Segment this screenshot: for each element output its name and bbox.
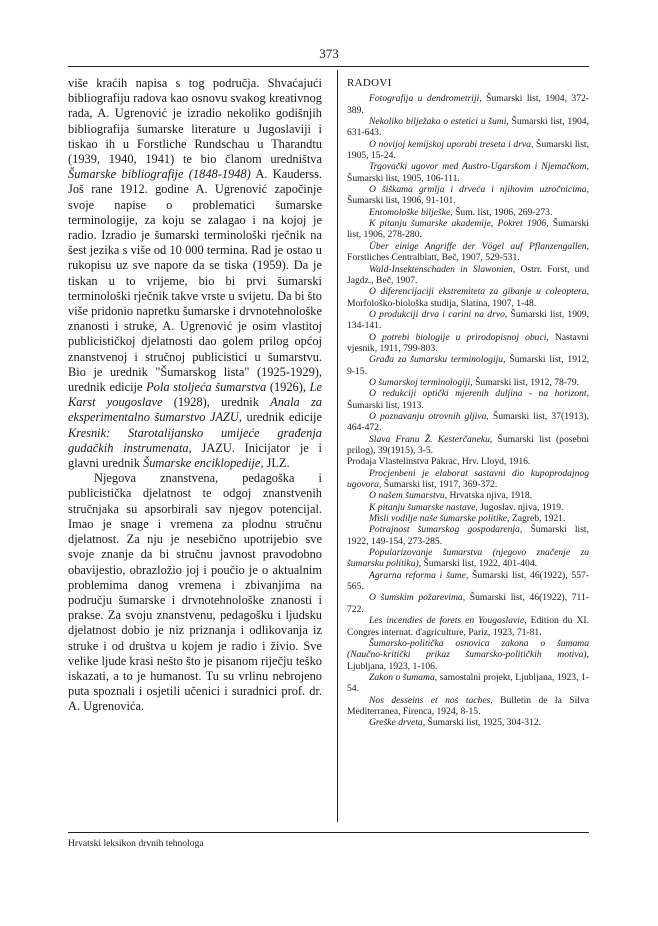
reference-entry <box>347 638 589 672</box>
reference-details: , Šumarski list, 1905, 15-24. <box>347 138 589 162</box>
reference-entry <box>347 695 589 718</box>
reference-title: O šumskim požarevima <box>369 592 463 604</box>
reference-details: , Zagreb, 1921. <box>507 513 566 525</box>
reference-details: , Šumarski list, 1906, 278-280. <box>347 218 589 241</box>
reference-details: , Morfološko-biološka studija, Slatina, 1907, 1-48. <box>347 286 589 309</box>
reference-title: O poznavanju otrovnih gljiva <box>369 410 487 422</box>
italic-title: Šumarske bibliografije (1848-1948) <box>68 167 251 182</box>
body-paragraph <box>68 471 322 714</box>
reference-details: Prodaja Vlastelinstva Pakrac, Hrv. Lloyd, 1916. <box>347 456 531 468</box>
reference-title: Agrarna reforma i šume <box>369 569 466 581</box>
reference-title: O šumarskoj terminologiji <box>369 376 471 388</box>
reference-details: , Bulletin de la Silva Mediterranea, Firenca, 1924, 8-15. <box>347 694 589 717</box>
reference-entry <box>347 218 589 241</box>
reference-details: , Šumarski list, 1922, 149-154, 273-285. <box>347 524 589 547</box>
reference-details: , Forstliches Centralblatt, Beč, 1907, 529-531. <box>347 240 589 264</box>
reference-title: O potrebi biologije u prirodopisnoj obuci <box>369 331 547 343</box>
reference-entry <box>347 524 589 547</box>
reference-details: , Ostrr. Forst, und Jagdz., Beč, 1907. <box>347 263 589 286</box>
reference-entry <box>347 717 589 728</box>
reference-title: Šumarsko-politička osnovica zakona o šumama (Naučno-kritički prikaz šumarsko-političkih motiva) <box>347 637 589 661</box>
reference-entry <box>347 116 589 139</box>
reference-title: Fotografija u dendrometriji <box>369 93 480 105</box>
references-list <box>347 93 589 728</box>
page-footer: Hrvatski leksikon drvnih tehnologa <box>68 838 204 849</box>
reference-title: Greške drveta <box>369 717 423 729</box>
reference-details: , Šumarski list, 1904, 631-643. <box>347 116 589 139</box>
reference-entry <box>347 388 589 411</box>
reference-entry <box>347 502 589 513</box>
reference-details: , Šum. list, 1906, 269-273. <box>450 206 553 218</box>
reference-title: Über einige Angriffe der Vögel auf Pflanzengallen <box>369 240 587 252</box>
text-run: JAZU. Inicijator je i glavni urednik <box>68 440 323 471</box>
reference-details: , Šumarski list, 1905, 106-111. <box>347 161 589 184</box>
main-text-column <box>68 76 322 715</box>
reference-details: , Šumarski list, 37(1913), 464-472. <box>347 410 589 434</box>
text-run: Njegova znanstvena, pedagoška i publicistička djelatnost te odgoj znanstvenih stručnjaka su apsorbirali sav njegov potencijal. Imao je snage i vremena za plodnu stručnu djelatnost. Za nju je nesebično upotrijebio sve svoje znanje da bi stručnu javnost pravodobno obavijestio, obrazložio joj i poučio je o aktualnim problemima danog vremena i zbivanjima na području šumarske i drvnotehnološke znanosti i prakse. Za svoju znanstvenu, pedagošku i ljudsku djelatnost dobio je niz priznanja i odlikovanja iz struke i od društva u kojem je radio i živio. Sve velike ljude krasi nešto što je pisanom riječju teško iskazati, a to je humanost. Tu su vrlinu nebrojeno puta spoznali i osjetili učenici i suradnici prof. dr. A. Ugrenovića. <box>68 471 322 714</box>
reference-title: Nekoliko bilježaka o estetici u šumi <box>369 116 507 128</box>
reference-entry <box>347 207 589 218</box>
reference-entry <box>347 592 589 615</box>
reference-details: , Šumarski list (posebni prilog), 39(1915), 3-5. <box>347 433 589 456</box>
reference-details: , Šumarski list, 1912, 9-15. <box>347 354 589 377</box>
reference-entry <box>347 354 589 377</box>
reference-entry <box>347 672 589 695</box>
reference-title: Nos desseins et nos taches <box>369 694 491 706</box>
reference-title: Misli vodilje naše šumarske politike <box>369 513 508 525</box>
reference-entry <box>347 286 589 309</box>
reference-details: , Šumarski list, 1913. <box>347 388 589 411</box>
reference-details: , Šumarski list, 1925, 304-312. <box>422 717 542 729</box>
reference-entry <box>347 411 589 434</box>
reference-details: , Šumarski list, 1917, 369-372. <box>378 479 498 491</box>
reference-title: Entomološke bilješke <box>369 206 451 218</box>
reference-details: , Šumarski list, 46(1922), 711-722. <box>347 592 589 615</box>
reference-details: , Šumarski list, 1906, 91-101. <box>347 184 589 207</box>
reference-entry <box>347 434 589 457</box>
body-paragraph <box>68 76 322 471</box>
text-run: , JLZ. <box>260 456 290 471</box>
italic-title: Le Karst yougoslave <box>68 380 322 410</box>
text-run: (1928), urednik <box>162 395 271 410</box>
references-heading: RADOVI <box>347 77 392 89</box>
reference-title: O diferencijaciji ekstremiteta za gibanje u coleoptera <box>369 286 587 298</box>
reference-details: , Hrvatska njiva, 1918. <box>444 490 533 502</box>
reference-details: , Šumarski list, 1904, 372-389. <box>347 93 589 116</box>
reference-details: , Edition du XI. Congres internat. d'agriculture, Pariz, 1923, 71-81. <box>347 615 589 638</box>
text-run: (1926), <box>266 380 310 395</box>
reference-entry <box>347 615 589 638</box>
reference-title: Građa za šumarsku terminologiju <box>369 354 504 366</box>
reference-title: Procjenbeni je elaborat sastavni dio kupoprodajnog ugovora <box>347 467 589 491</box>
reference-entry <box>347 93 589 116</box>
reference-details: , Nastavni vjesnik, 1911, 799-803. <box>347 331 590 354</box>
italic-title: Anala za eksperimentalno šumarstvo JAZU, <box>68 395 322 425</box>
reference-entry <box>347 264 589 287</box>
reference-entry <box>347 241 589 264</box>
reference-entry <box>347 139 589 162</box>
reference-entry <box>347 184 589 207</box>
reference-title: O produkciji drva i carini na drvo <box>369 308 505 320</box>
reference-title: Trgovački ugovor med Austro-Ugarskom i Njemačkom <box>369 161 587 173</box>
reference-entry <box>347 309 589 332</box>
footer-rule <box>68 832 589 833</box>
italic-title: Šumarske enciklopedije <box>143 456 261 471</box>
reference-title: K pitanju šumarske nastave <box>369 501 476 513</box>
italic-title: Pola stoljeća šumarstva <box>146 380 267 395</box>
reference-entry <box>347 547 589 570</box>
reference-title: O šiškama grmlja i drveća i njihovim uzročnicima <box>369 184 587 196</box>
reference-entry <box>347 490 589 501</box>
reference-title: Slava Franu Ž. Kesterčaneku <box>369 433 490 445</box>
reference-details: , Ljubljana, 1923, 1-106. <box>347 649 589 672</box>
reference-entry <box>347 513 589 524</box>
reference-title: Les incendies de forets en Yougoslavie <box>369 615 525 627</box>
reference-entry <box>347 456 589 467</box>
reference-title: Potrajnost šumarskog gospodarenja <box>369 524 520 536</box>
text-run: A. Kauderss. Još rane 1912. godine A. Ugrenović započinje svoje napise o problematici šumarske terminologije, za koju se zalagao i na kojoj je radio. Izradio je šumarski terminološki rječnik na šest jezika s više od 10 000 termina. Rad je ostao u rukopisu uz sve napore da se tiska (1959). Da je tiskan u to vrijeme, bio bi prvi šumarski terminološki rječnik takve vrste u svijetu. Da bi što više pridonio napretku šumarske i drvnotehnološke znanosti i struke, A. Ugrenović je osim vlastitoj publicističkoj djelatnosti dao golem prilog općoj znanstvenoj i stručnoj publicistici u šumarstvu. Bio je urednik "Šumarskog lista" (1925-1929), urednik edicije <box>68 167 322 395</box>
page-number: 373 <box>319 46 339 61</box>
reference-details: , Šumarski list, 1912, 78-79. <box>470 376 580 388</box>
reference-title: Zakon o šumama <box>369 671 435 683</box>
reference-title: O redukciji optički mjerenih duljina - na horizont <box>369 388 587 400</box>
reference-entry <box>347 377 589 388</box>
reference-title: O našem šumarstvu <box>369 490 445 502</box>
reference-entry <box>347 161 589 184</box>
header-rule <box>68 66 589 67</box>
reference-details: , samostalni projekt, Ljubljana, 1923, 1-54. <box>347 671 589 695</box>
reference-title: Wald-Insektenschaden in Slawonien <box>369 263 513 275</box>
reference-details: , Šumarski list, 46(1922), 557-565. <box>347 569 589 593</box>
column-divider <box>337 70 338 822</box>
text-run: više kraćih napisa s tog područja. Shvaćajući bibliografiju radova kao osnovu svakog kreativnog rada, A. Ugrenović je izradio nekoliko godišnjih bibliografija šumarske literature u Jugoslaviji i tiskao ih u Forstliche Rundschau u Tharandtu (1939, 1940, 1941) te bio članom uredništva <box>68 76 322 167</box>
reference-details: , Jugoslav. njiva, 1919. <box>475 501 564 513</box>
reference-entry <box>347 332 589 355</box>
reference-title: Popularizovanje šumarstva (njegovo značenje za šumarsku politiku) <box>347 547 589 570</box>
italic-title: Kresnik: Starotalijansko umijeće građenja gudačkih instrumenata, <box>68 425 322 455</box>
reference-details: , Šumarski list, 1922, 401-404. <box>418 558 538 570</box>
text-run: urednik edicije <box>241 410 322 425</box>
reference-title: O novijoj kemijskoj uporabi treseta i drva <box>369 138 531 150</box>
reference-details: , Šumarski list, 1909, 134-141. <box>347 308 589 332</box>
reference-title: K pitanju šumarske akademije, Pokret 1906 <box>369 218 547 230</box>
reference-entry <box>347 570 589 593</box>
reference-entry <box>347 468 589 491</box>
references-column <box>347 78 589 729</box>
